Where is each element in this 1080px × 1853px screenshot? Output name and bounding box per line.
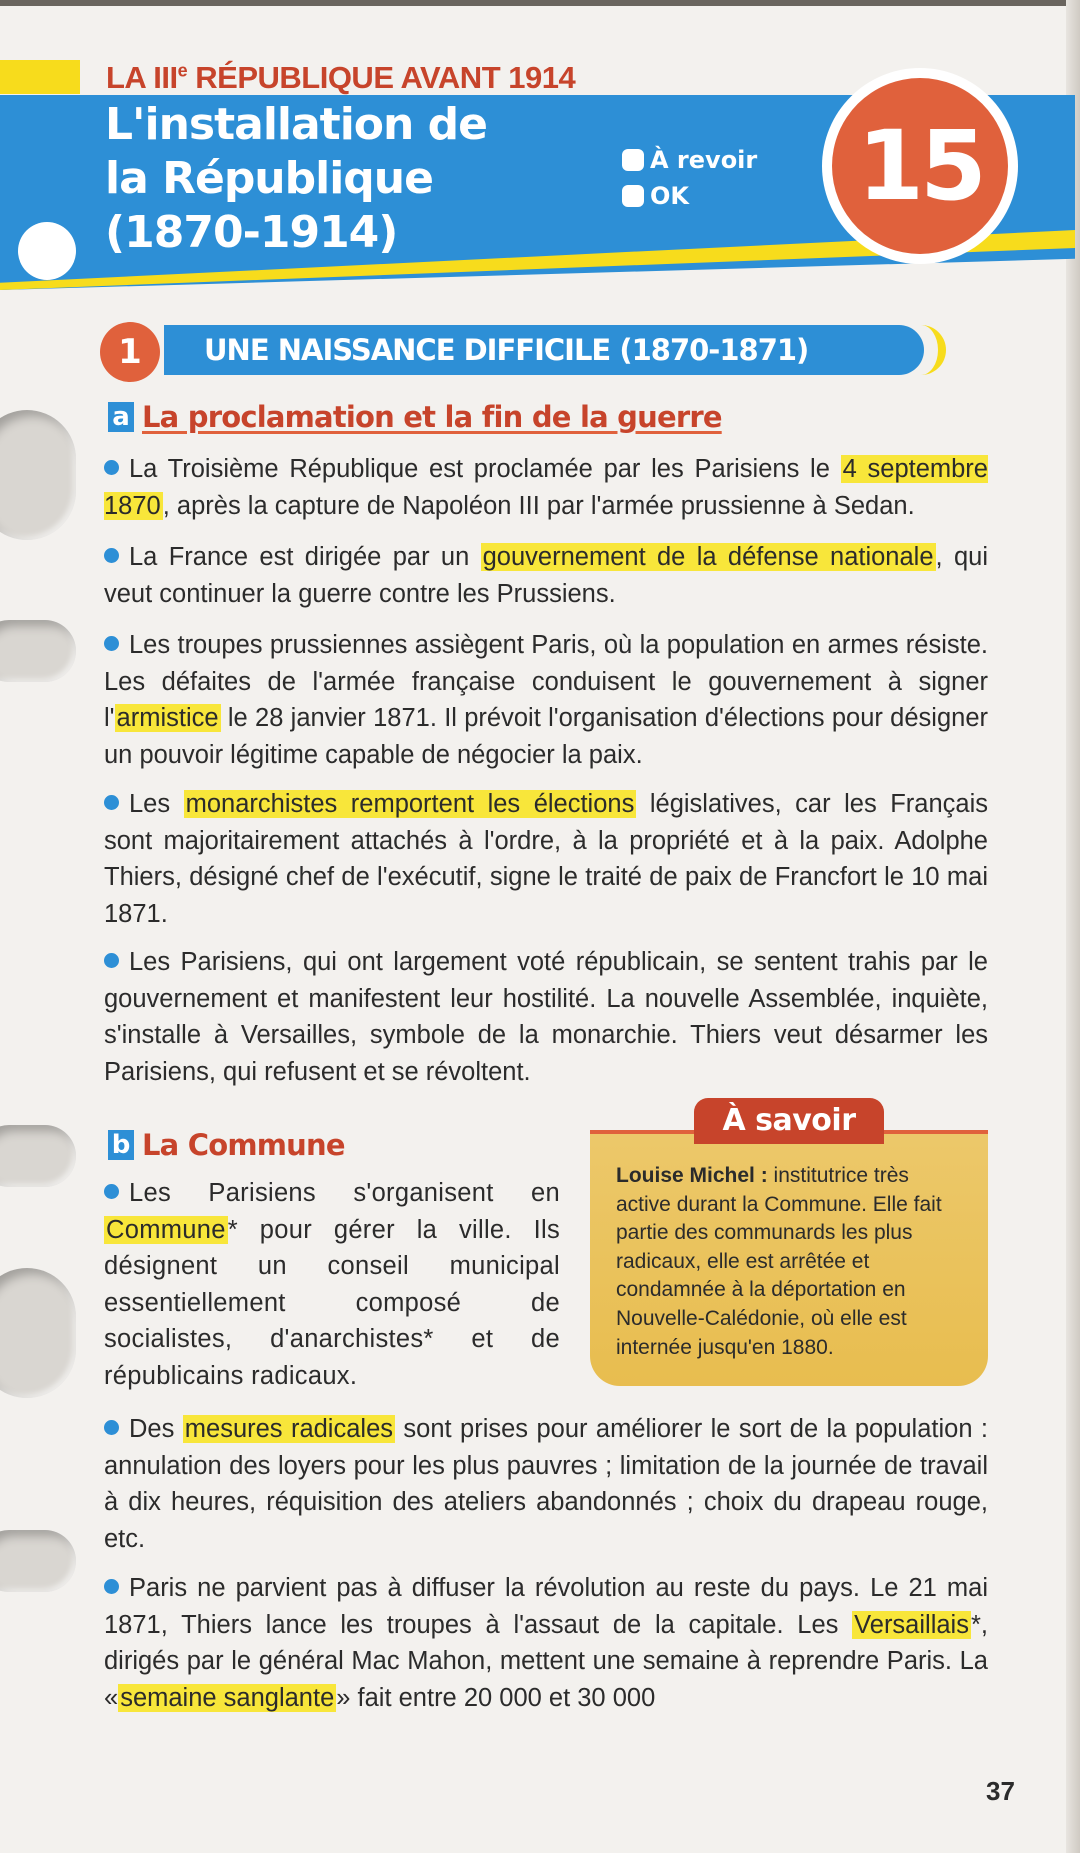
chapter-topic-text: LA III [106,60,178,95]
status-ok-label: OK [650,182,689,210]
highlight: mesures radicales [184,1415,394,1443]
bullet-icon [104,1184,119,1199]
paragraph [104,786,988,932]
subsection-title-text: La proclamation et la fin de la guerre [142,400,722,434]
text-run: législatives, car les Français sont majoritairement attachés à l'ordre, à la propriété et à la paix. Adolphe Thiers, désigné chef de l'exécutif, signe le traité de paix de Francfort le 10 mai 1871. [104,790,988,928]
text-run: , dirigés par le général Mac Mahon, mettent une semaine à reprendre Paris. La « [104,1610,988,1712]
chapter-title-line: (1870-1914) [105,207,398,258]
header-punch-circle [18,222,76,280]
bullet-icon [104,1579,119,1594]
paragraph [104,539,988,612]
chapter-number-badge [822,68,1018,264]
text-run: , après la capture de Napoléon III par l'armée prussienne à Sedan. [162,491,915,520]
top-edge [0,0,1080,6]
asterisk: * [970,1610,981,1639]
text-run: Les Parisiens, qui ont largement voté républicain, se sentent trahis par le gouvernement et manifestent leur hostilité. La nouvelle Assemblée, inquiète, s'installe à Versailles, symbole de la monarchie. Thiers veut désarmer les Parisiens, qui refusent et se révoltent. [104,948,988,1086]
bullet-icon [104,460,119,475]
section-number: 1 [100,322,160,382]
a-savoir-tab: À savoir [694,1098,884,1144]
binder-hole [0,1268,76,1398]
revision-status [622,142,757,214]
text-run: le 28 janvier 1871. Il prévoit l'organisation d'élections pour désigner un pouvoir légitime capable de négocier la paix. [104,704,988,769]
highlight: armistice [116,704,219,732]
binder-hole [0,1530,76,1592]
paragraph [104,1175,560,1394]
chapter-number: 15 [832,78,1008,254]
text-run: Paris ne parvient pas à diffuser la révolution au reste du pays. Le 21 mai 1871, Thiers lance les troupes à l'assaut de la capitale. Les [104,1574,988,1639]
subsection-a-title [108,400,722,434]
a-savoir-box [590,1103,988,1382]
paragraph [104,944,988,1090]
subsection-letter: b [108,1130,134,1160]
header-yellow-tab [0,60,80,94]
a-savoir-body: institutrice très active durant la Commune. Elle fait partie des communards les plus radicaux, elle est arrêtée et condamnée à la déportation en Nouvelle-Calédonie, où elle est internée jusqu'en 1880. [616,1164,942,1359]
text-run: Les troupes prussiennes assiègent Paris, où la population en armes résiste. Les défaites de l'armée française conduisent le gouvernement à signer l' [104,631,988,732]
highlight: semaine sanglante [120,1683,335,1712]
text-run: Des [129,1415,183,1443]
binder-hole [0,620,76,682]
highlight: monarchistes remportent les élections [185,790,635,818]
text-run: pour gérer la ville. Ils désignent un conseil municipal essentiellement composé de socialistes, d'anarchistes [104,1215,560,1353]
section-title: UNE NAISSANCE DIFFICILE (1870-1871) [204,333,809,367]
text-run: Les [129,790,184,818]
chapter-title-line: la République [105,153,433,204]
text-run: Les Parisiens s'organisent en [129,1179,560,1207]
text-run: » fait entre 20 000 et 30 000 [336,1683,656,1712]
highlight: 4 septembre 1870 [104,455,988,520]
a-savoir-name: Louise Michel : [616,1164,768,1187]
chapter-topic [106,60,575,96]
status-revoir[interactable] [622,142,757,178]
binder-hole [0,1125,76,1187]
text-run: , qui veut continuer la guerre contre les Prussiens. [104,543,988,608]
checkbox-icon[interactable] [622,185,644,207]
bullet-icon [104,953,119,968]
text-run: La Troisième République est proclamée par les Parisiens le [129,455,841,483]
chapter-title [105,98,625,260]
page-edge [1066,0,1080,1853]
status-ok[interactable] [622,178,757,214]
bullet-icon [104,636,119,651]
bullet-icon [104,548,119,563]
text-run: sont prises pour améliorer le sort de la population : annulation des loyers pour les plus pauvres ; limitation de la journée de travail à dix heures, réquisition des ateliers abandonnés ; choix du drapeau rouge, etc. [104,1415,988,1553]
paragraph [104,1570,988,1716]
status-revoir-label: À revoir [650,146,758,174]
chapter-topic-rest: RÉPUBLIQUE AVANT 1914 [187,60,576,95]
paragraph [104,627,988,773]
checkbox-icon[interactable] [622,149,644,171]
bullet-icon [104,1420,119,1435]
subsection-b-title [108,1128,345,1162]
page-number: 37 [986,1776,1015,1806]
binder-hole [0,410,76,540]
a-savoir-text [616,1162,968,1362]
highlight: Versaillais [854,1610,969,1639]
subsection-letter: a [108,402,134,432]
chapter-title-line: L'installation de [105,99,488,150]
highlight: gouvernement de la défense nationale [482,543,934,571]
chapter-topic-sup: e [177,60,188,81]
highlight: Commune [106,1215,226,1244]
paragraph [104,451,988,524]
bullet-icon [104,795,119,810]
asterisk: * [227,1215,238,1244]
subsection-title-text: La Commune [142,1128,345,1162]
text-run: et de républicains radicaux. [104,1325,560,1390]
asterisk: * [423,1325,434,1353]
text-run: La France est dirigée par un [129,543,481,571]
paragraph [104,1411,988,1557]
